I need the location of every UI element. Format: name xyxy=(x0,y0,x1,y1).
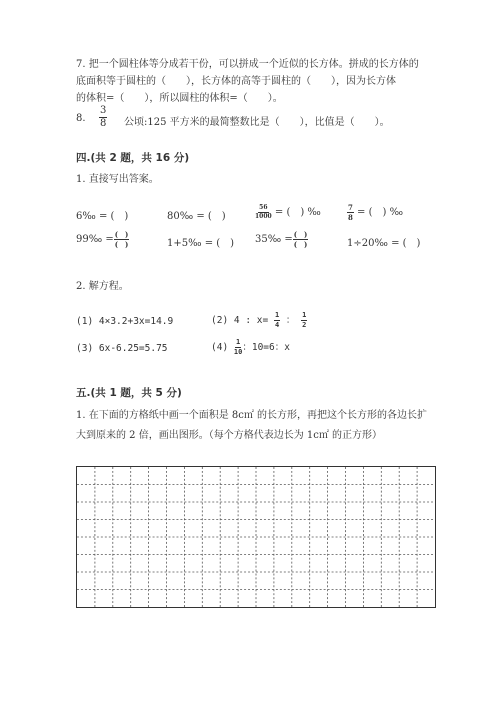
s5-q1-line-1: 1. 在下面的方格纸中画一个面积是 8c㎡ 的长方形，再把这个长方形的各边长扩 xyxy=(76,410,428,421)
calc-r2-c-num: ( ) xyxy=(293,230,308,239)
equation-4 xyxy=(211,339,290,356)
eq4-rest: ：10=6：x xyxy=(242,342,290,353)
q8-text: 公顷:125 平方米的最简整数比是（ ），比值是（ ）。 xyxy=(124,117,390,128)
calc-r2-b: 1+5‰ = ( ) xyxy=(167,238,235,249)
calc-r1-c-num: 56 xyxy=(259,204,268,211)
eq4-pre: (4) xyxy=(211,342,229,353)
calc-r1-d-num: 7 xyxy=(348,203,353,212)
q8-number: 8. xyxy=(76,113,86,124)
s5-q1-line-2: 大到原来的 2 倍，画出图形。（每个方格代表边长为 1c㎡ 的正方形） xyxy=(76,430,383,441)
q7-line-3: 的体积=（ ），所以圆柱的体积=（ ）。 xyxy=(76,93,283,104)
eq2-den-2: 2 xyxy=(302,321,307,329)
eq2-pre: (2) 4 : x= xyxy=(211,315,269,326)
equation-1: (1) 4×3.2+3x=14.9 xyxy=(76,316,174,327)
q8-fraction xyxy=(99,106,107,129)
calc-r2-c xyxy=(255,231,308,248)
calc-r2-c-pre: 35‰ = xyxy=(255,234,293,245)
s4-q2-title: 2. 解方程。 xyxy=(76,281,129,292)
calc-r2-a-num: ( ) xyxy=(114,230,129,239)
calc-r2-d: 1÷20‰ = ( ) xyxy=(347,238,421,249)
q8-frac-den: 8 xyxy=(100,118,107,129)
eq2-num-2: 1 xyxy=(302,311,307,319)
calc-r1-c xyxy=(255,203,321,220)
section-4-heading: 四.(共 2 题，共 16 分) xyxy=(76,152,190,164)
eq2-num-1: 1 xyxy=(274,311,280,319)
calc-r1-b: 80‰ = ( ) xyxy=(167,211,226,222)
graph-paper-grid[interactable] xyxy=(76,466,436,608)
eq4-num: 1 xyxy=(236,338,241,346)
q7-line-1: 7. 把一个圆柱体等分成若干份，可以拼成一个近似的长方体。拼成的长方体的 xyxy=(76,59,419,70)
calc-r2-a xyxy=(76,231,129,248)
calc-r1-d-den: 8 xyxy=(348,213,353,222)
eq4-den: 10 xyxy=(233,348,243,356)
calc-r1-a: 6‰ = ( ) xyxy=(76,211,129,222)
q7-line-2: 底面积等于圆柱的（ ），长方体的高等于圆柱的（ ），因为长方体 xyxy=(76,76,396,87)
q8-frac-num: 3 xyxy=(100,105,107,116)
eq2-den-1: 4 xyxy=(274,321,280,329)
calc-r1-d xyxy=(347,203,403,221)
equation-2 xyxy=(211,312,307,329)
calc-r1-d-rest: = ( ) ‰ xyxy=(353,207,404,218)
calc-r1-c-rest: = ( ) ‰ xyxy=(271,207,321,218)
eq2-colon: ： xyxy=(285,315,296,326)
calc-r2-a-pre: 99‰ = xyxy=(76,234,114,245)
calc-r1-c-den: 1000 xyxy=(255,213,272,220)
calc-r2-c-den: ( ) xyxy=(293,240,308,249)
section-5-heading: 五.(共 1 题，共 5 分) xyxy=(76,387,182,399)
equation-3: (3) 6x-6.25=5.75 xyxy=(76,343,168,354)
calc-r2-a-den: ( ) xyxy=(114,240,129,249)
s4-q1-title: 1. 直接写出答案。 xyxy=(76,174,159,185)
